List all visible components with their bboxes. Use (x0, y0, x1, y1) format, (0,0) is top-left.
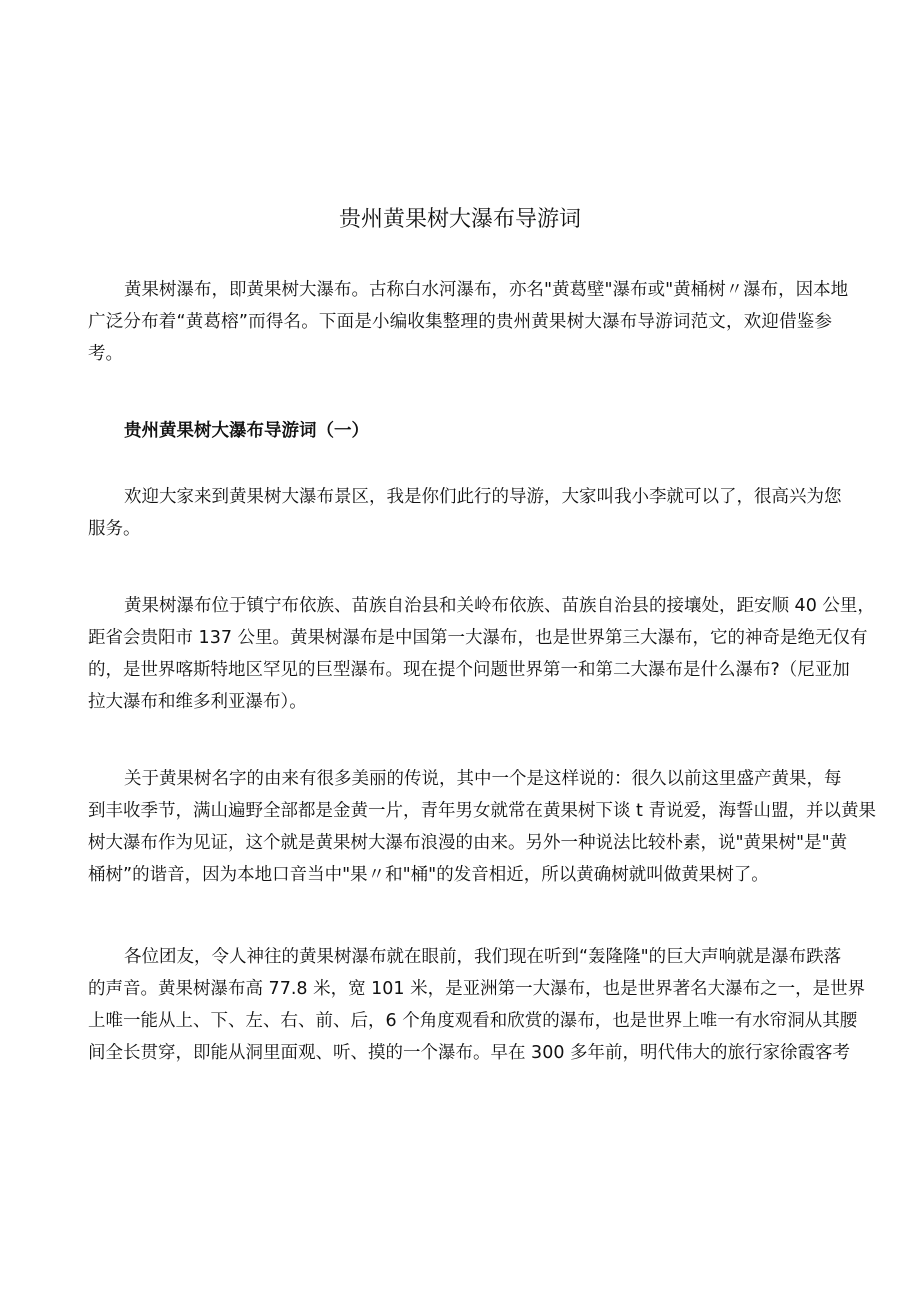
text-line: 桶树”的谐音，因为本地口音当中"果〃和"桶"的发音相近，所以黄确树就叫做黄果树了。 (88, 865, 769, 885)
text-line: 到丰收季节，满山遍野全部都是金黄一片，青年男女就常在黄果树下谈 t 青说爱，海誓山盟，并以黄果 (88, 801, 876, 821)
intro-paragraph (88, 274, 849, 370)
paragraph (88, 481, 842, 545)
text-line: 考。 (88, 344, 123, 364)
text-line: 的，是世界喀斯特地区罕见的巨型瀑布。现在提个问题世界第一和第二大瀑布是什么瀑布?（尼亚加 (88, 660, 850, 680)
paragraph (88, 590, 875, 718)
text-line: 上唯一能从上、下、左、右、前、后，6 个角度观看和欣赏的瀑布，也是世界上唯一有水帘洞从其腰 (88, 1011, 858, 1031)
text-line: 距省会贵阳市 137 公里。黄果树瀑布是中国第一大瀑布，也是世界第三大瀑布，它的神奇是绝无仅有 (88, 628, 868, 648)
text-line: 各位团友，令人神往的黄果树瀑布就在眼前，我们现在听到“轰隆隆"的巨大声响就是瀑布跌落 (124, 947, 842, 967)
text-line: 的声音。黄果树瀑布高 77.8 米，宽 101 米，是亚洲第一大瀑布，也是世界著名大瀑布之一，是世界 (88, 979, 866, 999)
paragraph (88, 941, 866, 1069)
section-heading: 贵州黄果树大瀑布导游词（一） (124, 421, 369, 441)
text-line: 间全长贯穿，即能从洞里面观、听、摸的一个瀑布。早在 300 多年前，明代伟大的旅行家徐霞客考 (88, 1043, 851, 1063)
document-title: 贵州黄果树大瀑布导游词 (338, 207, 581, 232)
text-line: 关于黄果树名字的由来有很多美丽的传说，其中一个是这样说的：很久以前这里盛产黄果，每 (124, 769, 842, 789)
text-line: 拉大瀑布和维多利亚瀑布）。 (88, 692, 307, 712)
text-line: 黄果树瀑布，即黄果树大瀑布。古称白水河瀑布，亦名"黄葛壁"瀑布或"黄桶树〃瀑布，因本地 (124, 280, 849, 300)
text-line: 树大瀑布作为见证，这个就是黄果树大瀑布浪漫的由来。另外一种说法比较朴素，说"黄果树"是"黄 (88, 833, 848, 853)
paragraph (88, 763, 876, 891)
text-line: 服务。 (88, 519, 141, 539)
text-line: 黄果树瀑布位于镇宁布依族、苗族自治县和关岭布依族、苗族自治县的接壤处，距安顺 40 公里， (124, 596, 875, 616)
text-line: 广泛分布着“黄葛榕”而得名。下面是小编收集整理的贵州黄果树大瀑布导游词范文，欢迎借鉴参 (88, 312, 832, 332)
text-line: 欢迎大家来到黄果树大瀑布景区，我是你们此行的导游，大家叫我小李就可以了，很高兴为您 (124, 487, 842, 507)
